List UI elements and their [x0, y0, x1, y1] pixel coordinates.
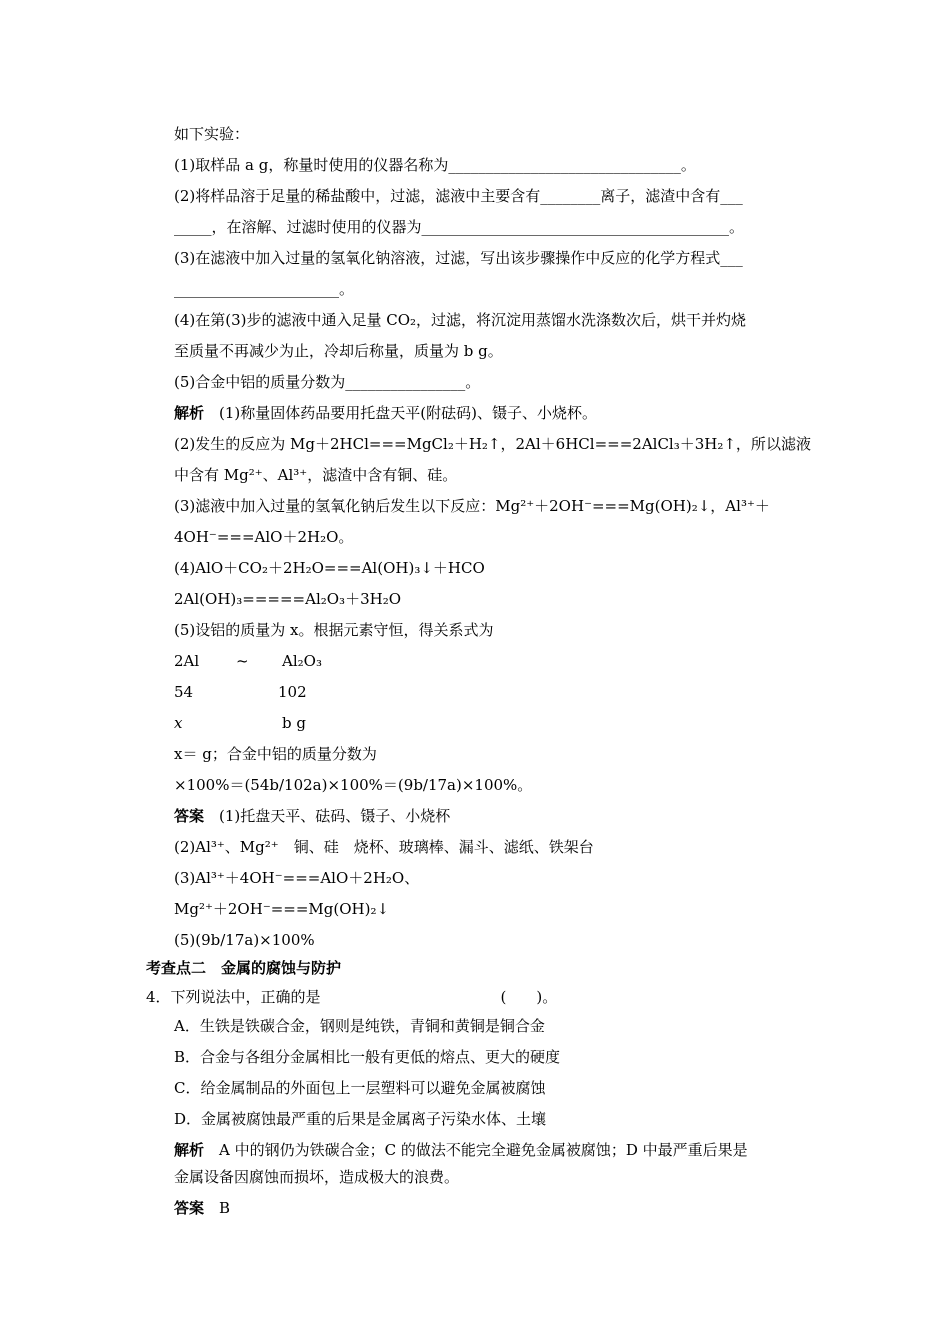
question-4-cont: 至质量不再减少为止，冷却后称量，质量为 b g。: [174, 342, 503, 360]
relation-right: Al₂O₃: [282, 652, 322, 670]
question-1: (1)取样品 a g，称量时使用的仪器名称为_______________________________。: [174, 156, 696, 174]
analysis-line: x＝ g；合金中铝的质量分数为: [174, 745, 377, 763]
option-c: C．给金属制品的外面包上一层塑料可以避免金属被腐蚀: [174, 1079, 546, 1097]
analysis-label: 解析: [174, 1141, 205, 1159]
analysis-line: ×100%＝(54b/102a)×100%＝(9b/17a)×100%。: [174, 776, 533, 794]
answer-line: [174, 1198, 814, 1218]
answer-label: 答案: [174, 807, 205, 825]
relation-tilde: ~: [236, 652, 249, 670]
question-2: (2)将样品溶于足量的稀盐酸中，过滤，滤液中主要含有________离子，滤渣中含有___: [174, 187, 743, 205]
answer-label: 答案: [174, 1199, 205, 1217]
analysis-line: (3)滤液中加入过量的氢氧化钠后发生以下反应：Mg²⁺＋2OH⁻===Mg(OH)₂↓，Al³⁺＋: [174, 497, 770, 515]
question-3-cont: ______________________。: [174, 280, 355, 298]
analysis-text: A 中的钢仍为铁碳合金；C 的做法不能完全避免金属被腐蚀；D 中最严重后果是: [204, 1141, 748, 1159]
answer-line: Mg²⁺＋2OH⁻===Mg(OH)₂↓: [174, 900, 390, 918]
text-line: 如下实验：: [174, 125, 250, 143]
relation-left: x: [174, 714, 183, 732]
analysis-line: (5)设铝的质量为 x。根据元素守恒，得关系式为: [174, 621, 494, 639]
analysis-line: (2)发生的反应为 Mg＋2HCl===MgCl₂＋H₂↑，2Al＋6HCl===2AlCl₃＋3H₂↑，所以滤液: [174, 435, 811, 453]
question-4-stem: 4．下列说法中，正确的是 ( )。: [146, 988, 558, 1006]
relation-left: 54: [174, 683, 194, 701]
analysis-line: 中含有 Mg²⁺、Al³⁺，滤渣中含有铜、硅。: [174, 466, 458, 484]
relation-row: [174, 682, 814, 702]
answer-line: (5)(9b/17a)×100%: [174, 931, 315, 949]
analysis-line: [174, 403, 814, 423]
analysis-text: (1)称量固体药品要用托盘天平(附砝码)、镊子、小烧杯。: [204, 404, 597, 422]
analysis-line: (4)AlO＋CO₂＋2H₂O===Al(OH)₃↓＋HCO: [174, 559, 485, 577]
analysis-line: 4OH⁻===AlO＋2H₂O。: [174, 528, 354, 546]
answer-line: (3)Al³⁺＋4OH⁻===AlO＋2H₂O、: [174, 869, 420, 887]
question-2-cont: _____，在溶解、过滤时使用的仪器为_________________________________________。: [174, 218, 745, 236]
analysis-line: [174, 1140, 814, 1160]
relation-row: [174, 713, 814, 733]
relation-right: b g: [282, 714, 306, 732]
relation-row: [174, 651, 814, 671]
answer-text: (1)托盘天平、砝码、镊子、小烧杯: [204, 807, 451, 825]
analysis-line: 金属设备因腐蚀而损坏，造成极大的浪费。: [174, 1168, 460, 1186]
relation-right: 102: [278, 683, 307, 701]
analysis-line: 2Al(OH)₃=====Al₂O₃＋3H₂O: [174, 590, 401, 608]
option-b: B．合金与各组分金属相比一般有更低的熔点、更大的硬度: [174, 1048, 561, 1066]
answer-line: [174, 806, 814, 826]
relation-left: 2Al: [174, 652, 200, 670]
question-5: (5)合金中铝的质量分数为________________。: [174, 373, 481, 391]
analysis-label: 解析: [174, 404, 205, 422]
option-a: A．生铁是铁碳合金，钢则是纯铁，青铜和黄铜是铜合金: [174, 1017, 545, 1035]
section-heading: 考查点二 金属的腐蚀与防护: [146, 959, 342, 977]
option-d: D．金属被腐蚀最严重的后果是金属离子污染水体、土壤: [174, 1110, 547, 1128]
answer-line: (2)Al³⁺、Mg²⁺ 铜、硅 烧杯、玻璃棒、漏斗、滤纸、铁架台: [174, 838, 594, 856]
answer-text: B: [204, 1199, 231, 1217]
question-4: (4)在第(3)步的滤液中通入足量 CO₂，过滤，将沉淀用蒸馏水洗涤数次后，烘干并灼烧: [174, 311, 747, 329]
question-3: (3)在滤液中加入过量的氢氧化钠溶液，过滤，写出该步骤操作中反应的化学方程式___: [174, 249, 743, 267]
